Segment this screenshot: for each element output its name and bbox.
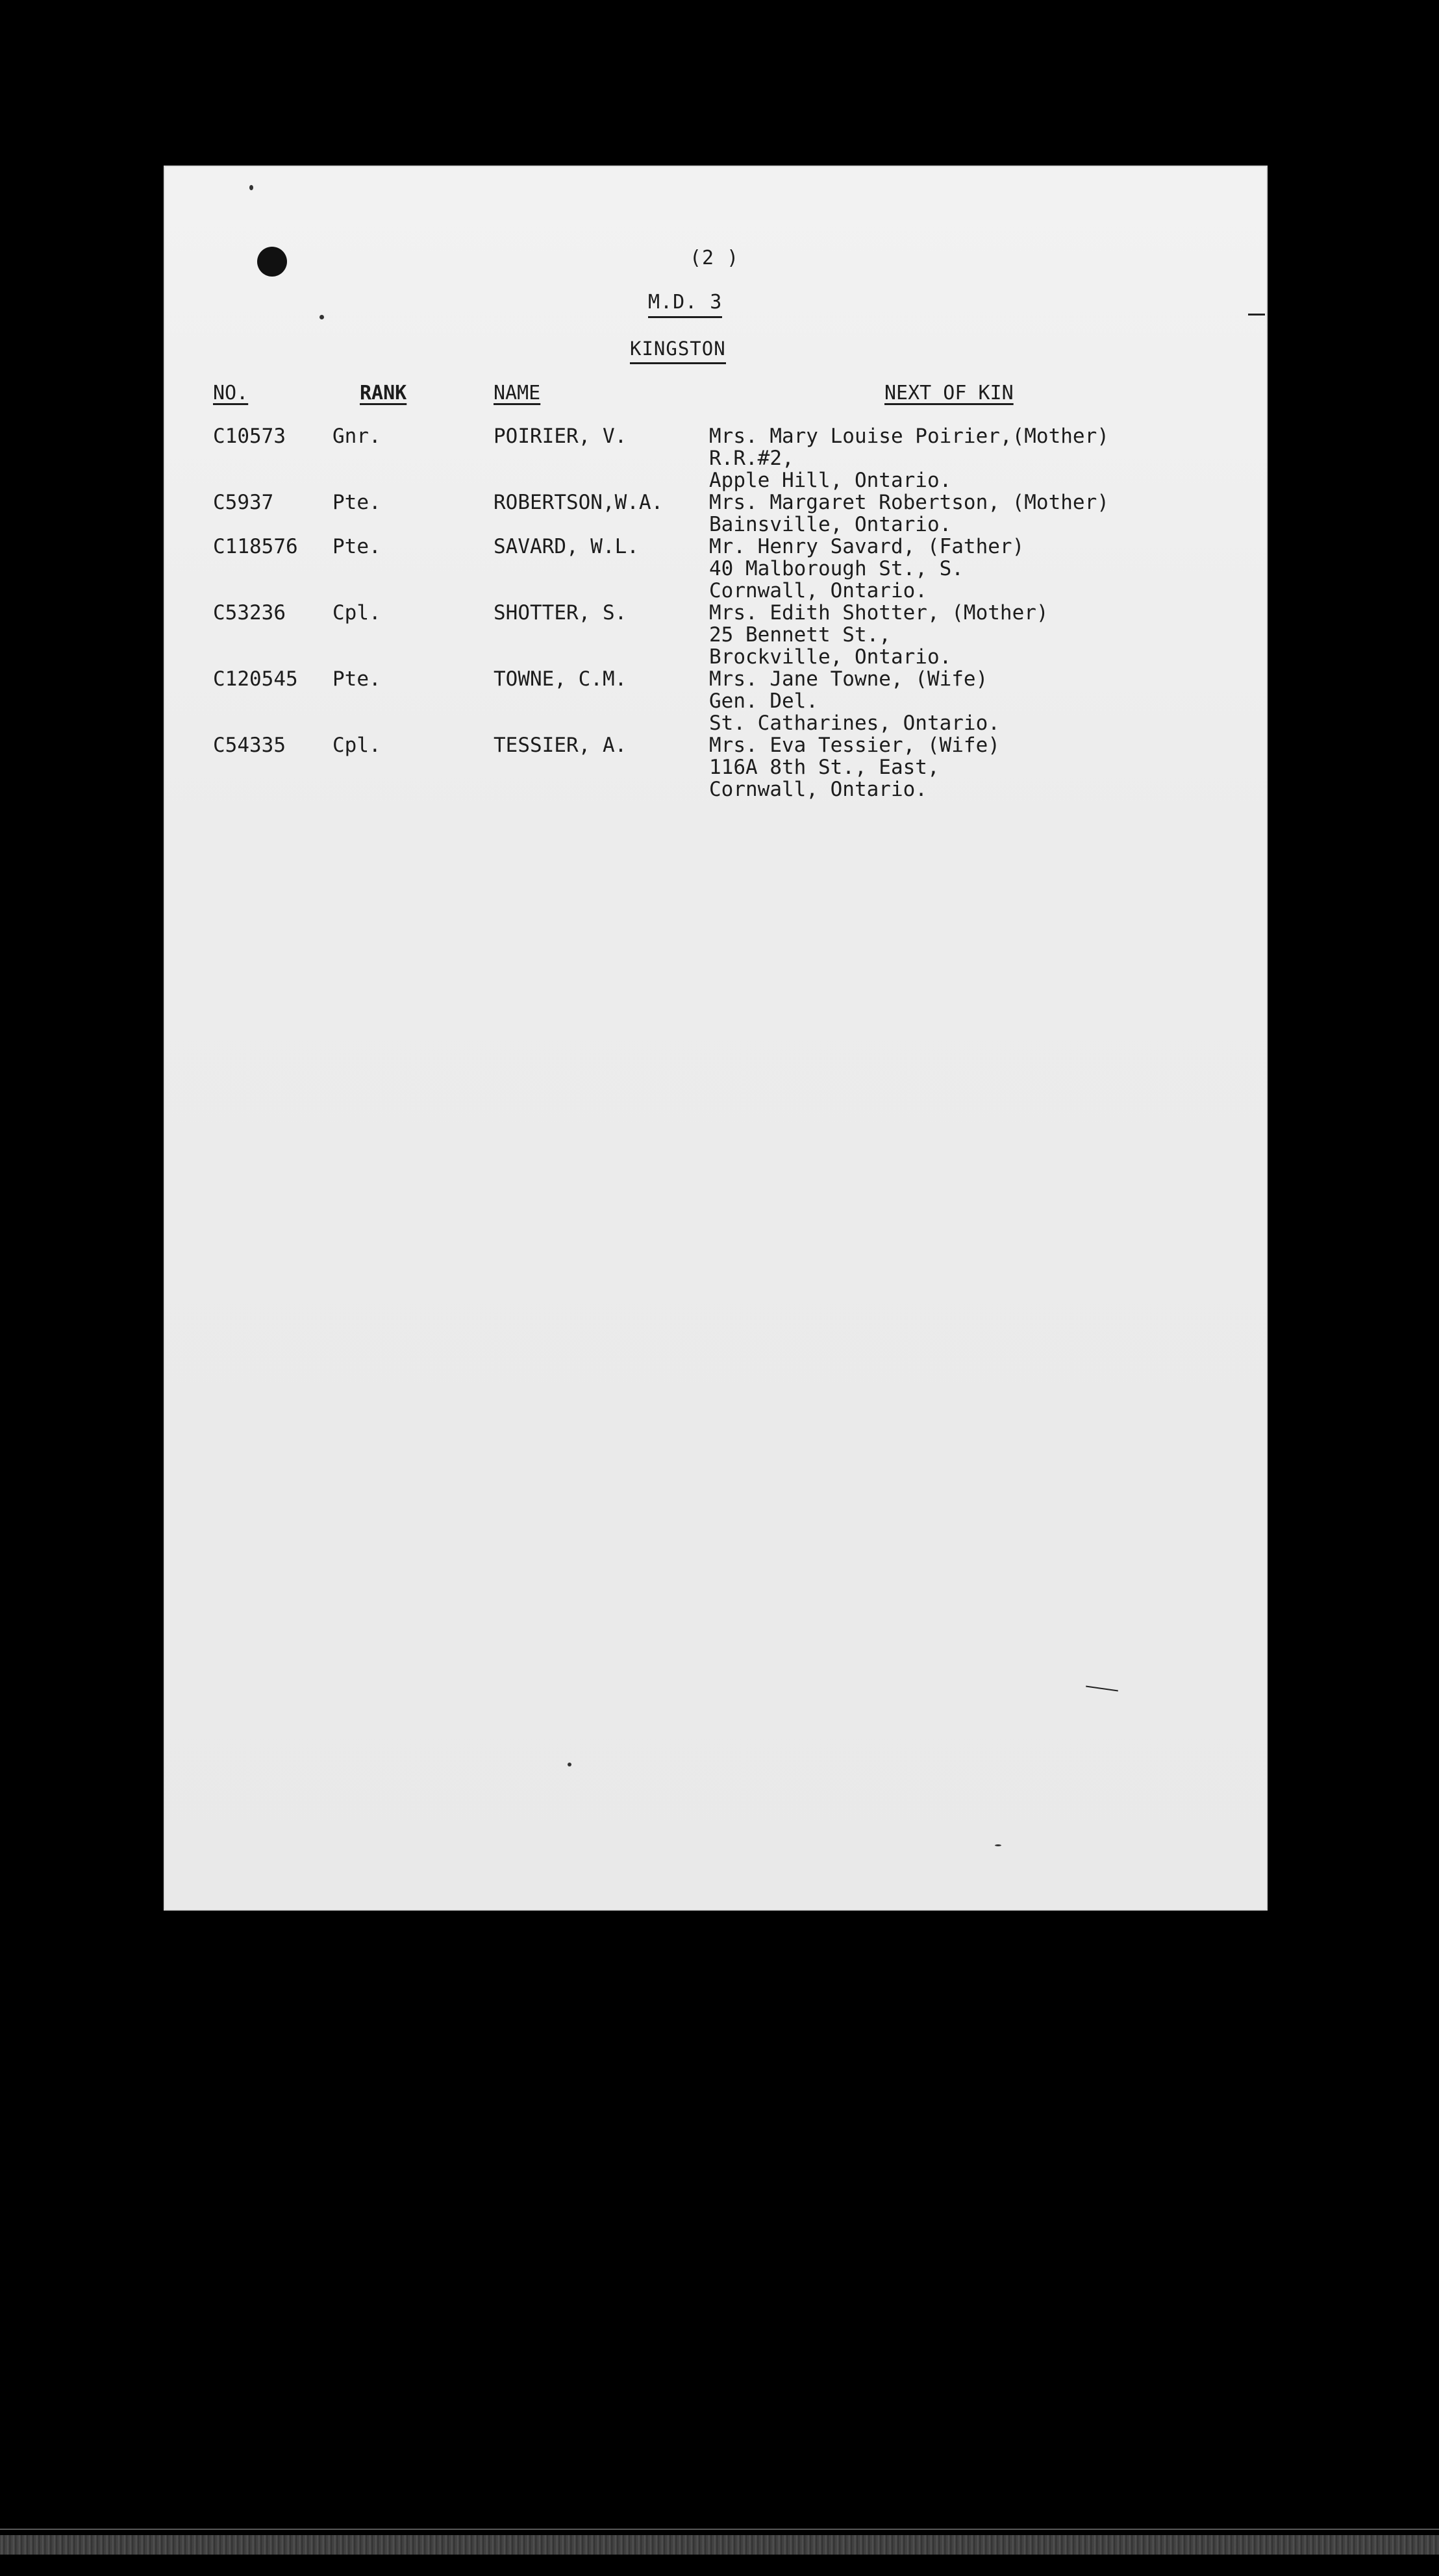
service-number: C10573	[213, 425, 286, 448]
kin-line: Mrs. Edith Shotter, (Mother)	[709, 601, 1049, 625]
kin-line: 25 Bennett St.,	[709, 623, 891, 647]
soldier-name: TOWNE, C.M.	[494, 667, 627, 691]
kin-line: Bainsville, Ontario.	[709, 513, 952, 536]
kin-line: Mrs. Eva Tessier, (Wife)	[709, 734, 1000, 757]
kin-line: St. Catharines, Ontario.	[709, 712, 1000, 735]
kin-line: Mr. Henry Savard, (Father)	[709, 535, 1025, 558]
service-number: C54335	[213, 734, 286, 757]
rank: Pte.	[332, 491, 381, 514]
soldier-name: ROBERTSON,W.A.	[494, 491, 664, 514]
list-item	[164, 668, 1268, 734]
next-of-kin	[709, 734, 1000, 800]
soldier-name: POIRIER, V.	[494, 425, 627, 448]
list-item	[164, 536, 1268, 602]
column-header-rank: RANK	[360, 382, 407, 404]
kin-line: Mrs. Mary Louise Poirier,(Mother)	[709, 425, 1109, 448]
kin-line: Cornwall, Ontario.	[709, 778, 927, 801]
column-header-no: NO.	[213, 382, 249, 404]
service-number: C5937	[213, 491, 274, 514]
rank: Cpl.	[332, 734, 381, 757]
list-item	[164, 425, 1268, 491]
punch-hole-mark	[257, 247, 287, 277]
soldier-name: SAVARD, W.L.	[494, 535, 639, 558]
page-number: (2 )	[690, 247, 740, 269]
casualty-list	[164, 425, 1268, 800]
kin-line: Mrs. Jane Towne, (Wife)	[709, 667, 988, 691]
column-header-next-of-kin: NEXT OF KIN	[884, 382, 1014, 404]
district-heading: M.D. 3	[648, 291, 722, 318]
soldier-name: SHOTTER, S.	[494, 601, 627, 625]
next-of-kin	[709, 602, 1049, 668]
paper-speck	[319, 315, 324, 319]
list-item	[164, 491, 1268, 536]
column-header-name: NAME	[494, 382, 541, 404]
paper-speck	[995, 1844, 1001, 1846]
rank: Gnr.	[332, 425, 381, 448]
list-item	[164, 602, 1268, 668]
kin-line: 40 Malborough St., S.	[709, 557, 964, 580]
kin-line: Cornwall, Ontario.	[709, 579, 927, 602]
service-number: C118576	[213, 535, 298, 558]
rank: Cpl.	[332, 601, 381, 625]
scanner-edge-line	[0, 2529, 1439, 2530]
next-of-kin	[709, 668, 1000, 734]
service-number: C120545	[213, 667, 298, 691]
margin-mark	[1248, 314, 1265, 316]
paper-speck	[249, 185, 253, 190]
paper-speck	[568, 1763, 571, 1766]
next-of-kin	[709, 536, 1024, 602]
kin-line: Apple Hill, Ontario.	[709, 469, 952, 492]
margin-mark	[1086, 1686, 1118, 1692]
next-of-kin	[709, 491, 1109, 536]
rank: Pte.	[332, 667, 381, 691]
kin-line: 116A 8th St., East,	[709, 756, 940, 779]
scanner-edge-band	[0, 2535, 1439, 2555]
soldier-name: TESSIER, A.	[494, 734, 627, 757]
kin-line: R.R.#2,	[709, 447, 794, 470]
document-page	[164, 166, 1268, 1911]
city-heading: KINGSTON	[630, 338, 726, 364]
list-item	[164, 734, 1268, 800]
next-of-kin	[709, 425, 1109, 491]
kin-line: Gen. Del.	[709, 689, 818, 713]
kin-line: Mrs. Margaret Robertson, (Mother)	[709, 491, 1109, 514]
kin-line: Brockville, Ontario.	[709, 645, 952, 669]
service-number: C53236	[213, 601, 286, 625]
rank: Pte.	[332, 535, 381, 558]
